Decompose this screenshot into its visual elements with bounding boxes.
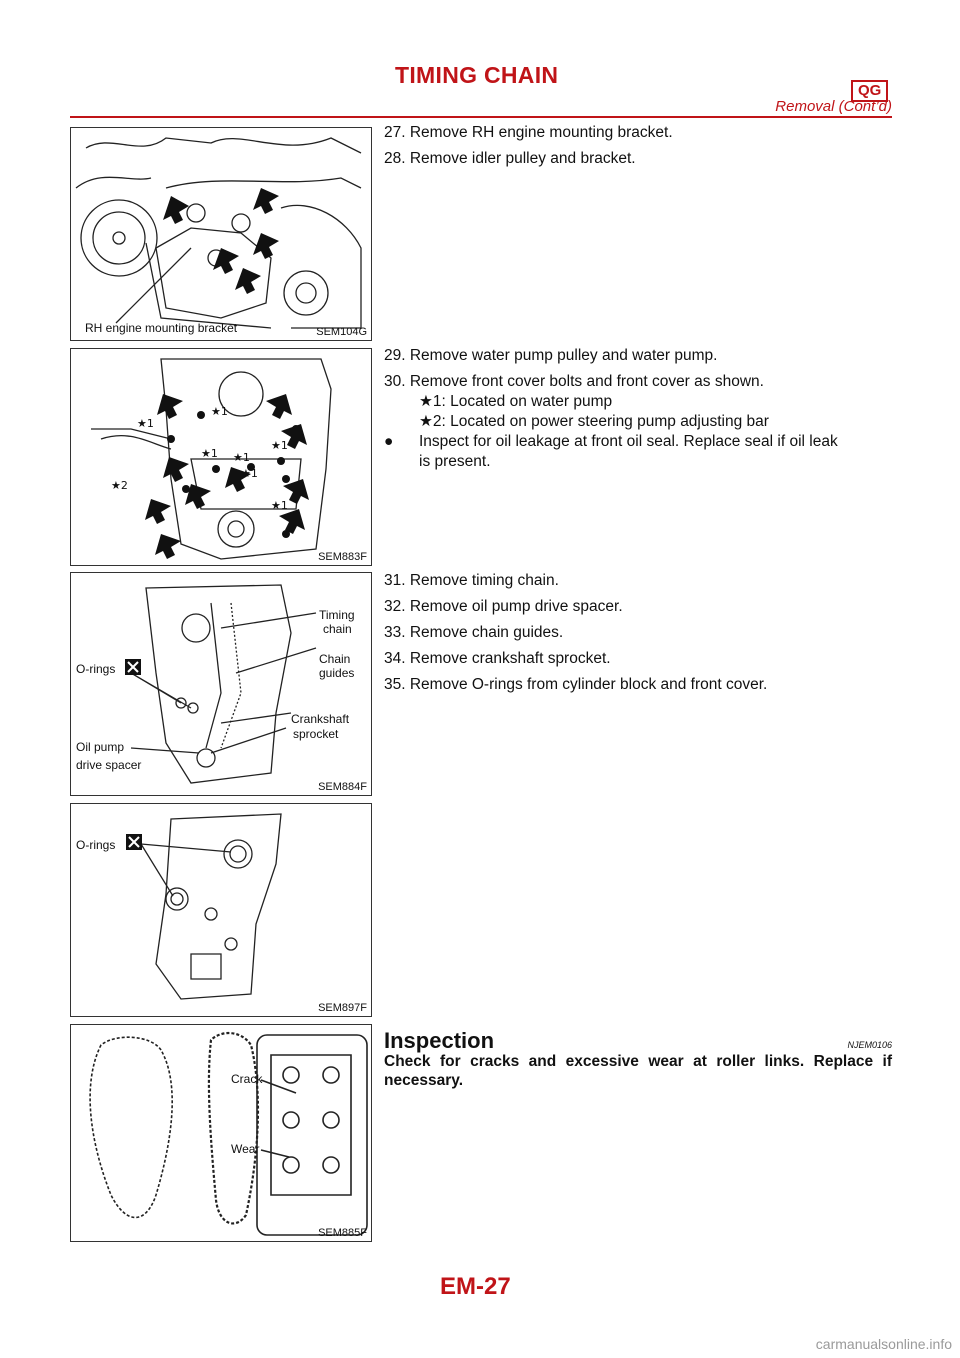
step-34: 34. Remove crankshaft sprocket. [384,650,611,667]
engine-bracket-illustration [71,128,372,341]
label-chain-guides-2: guides [319,666,355,680]
label-drive-spacer: drive spacer [76,758,142,772]
inspection-code: NJEM0106 [847,1040,892,1050]
section-subtitle: Removal (Cont’d) [775,98,892,115]
header-divider [70,116,892,118]
figure-chain-inspection [70,1024,372,1242]
steps-31-35 [384,571,894,701]
bullet-text-line1: Inspect for oil leakage at front oil seal. Replace seal if oil leak [419,433,838,450]
figure-code: SEM885F [318,1227,367,1239]
label-o-rings: O-rings [76,838,116,852]
label-wear: Wear [231,1142,260,1156]
label-sprocket: sprocket [293,727,339,741]
label-crack: Crack [231,1072,263,1086]
label-star1: ★1 [201,447,218,460]
label-oil-pump: Oil pump [76,740,125,754]
label-timing: Timing [319,608,355,622]
note-star1: ★1: Located on water pump [419,393,613,410]
figure-code: SEM897F [318,1002,367,1014]
figure-front-cover-o-rings [70,803,372,1017]
figure-code: SEM884F [318,781,367,793]
label-chain-guides-1: Chain [319,652,351,666]
figure-front-cover-bolts [70,348,372,566]
label-star1: ★1 [233,451,250,464]
label-star1: ★1 [271,499,288,512]
bullet-mark: ● [384,433,394,450]
step-29: 29. Remove water pump pulley and water pump. [384,347,718,364]
label-star2: ★2 [111,479,128,492]
label-star1: ★1 [271,439,288,452]
page-number: EM-27 [440,1273,511,1300]
section-title: TIMING CHAIN [395,62,559,88]
figure-rh-mounting-bracket [70,127,372,341]
steps-27-28 [384,123,894,175]
step-30: 30. Remove front cover bolts and front cover as shown. [384,373,764,390]
step-32: 32. Remove oil pump drive spacer. [384,598,623,615]
front-cover-illustration [71,349,372,566]
label-chain: chain [323,622,352,636]
inspection-text: Check for cracks and excessive wear at roller links. Replace if necessary. [384,1053,892,1089]
front-cover-o-rings-illustration [71,804,372,1017]
note-star2: ★2: Located on power steering pump adjusting bar [419,413,769,430]
step-31: 31. Remove timing chain. [384,572,559,589]
footer-watermark: carmanualsonline.info [815,1336,952,1352]
steps-29-30 [384,346,894,472]
bullet-text-line2: is present. [419,453,491,470]
label-crankshaft: Crankshaft [291,712,350,726]
figure-timing-chain-parts [70,572,372,796]
step-35: 35. Remove O-rings from cylinder block and front cover. [384,676,768,693]
step-33: 33. Remove chain guides. [384,624,564,641]
timing-chain-parts-illustration [71,573,372,796]
label-star1: ★1 [241,467,258,480]
label-o-rings: O-rings [76,662,116,676]
bullet-oil-leak [384,432,894,472]
bullet-text [419,432,838,472]
figure-code: SEM883F [318,551,367,563]
engine-badge: QG [851,80,888,102]
label-rh-engine-mounting-bracket: RH engine mounting bracket [85,321,238,335]
label-star1: ★1 [211,405,228,418]
inspection-heading: Inspection [384,1028,495,1053]
chain-inspection-illustration [71,1025,372,1242]
step-28: 28. Remove idler pulley and bracket. [384,150,636,167]
figure-code: SEM104G [316,326,367,338]
label-star1: ★1 [137,417,154,430]
step-27: 27. Remove RH engine mounting bracket. [384,124,673,141]
